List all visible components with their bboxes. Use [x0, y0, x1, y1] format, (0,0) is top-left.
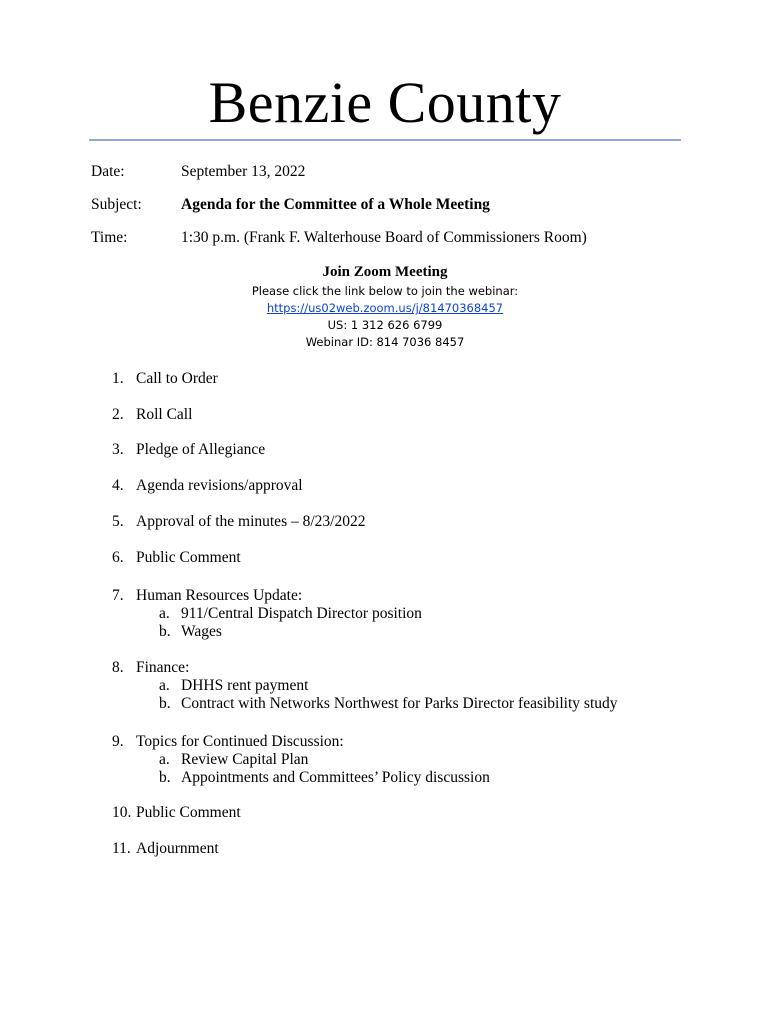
- agenda-subitem-text: Contract with Networks Northwest for Parks Director feasibility study: [181, 695, 618, 712]
- agenda-item-text: Pledge of Allegiance: [136, 441, 266, 458]
- agenda-item-text: Agenda revisions/approval: [136, 477, 303, 494]
- agenda-subitem: [159, 769, 490, 787]
- agenda-item: [112, 548, 241, 568]
- agenda-item-number: 2.: [112, 406, 124, 423]
- zoom-link[interactable]: https://us02web.zoom.us/j/81470368457: [266, 301, 504, 315]
- agenda-subitem-letter: b.: [159, 695, 171, 712]
- agenda-item-text: Call to Order: [136, 370, 218, 387]
- agenda-subitem-text: Appointments and Committees’ Policy discussion: [181, 769, 490, 786]
- agenda-subitem-letter: a.: [159, 677, 170, 694]
- subject-value: Agenda for the Committee of a Whole Meeting: [181, 196, 490, 213]
- agenda-item-text: Topics for Continued Discussion:: [136, 733, 344, 750]
- agenda-item-number: 7.: [112, 587, 124, 604]
- agenda-item-text: Roll Call: [136, 406, 193, 423]
- agenda-item: [112, 440, 265, 460]
- zoom-instruction: Please click the link below to join the webinar:: [251, 284, 519, 298]
- agenda-subitem-text: Wages: [181, 623, 222, 640]
- agenda-item: [112, 732, 344, 752]
- agenda-subitem-letter: b.: [159, 769, 171, 786]
- zoom-phone: US: 1 312 626 6799: [327, 318, 443, 332]
- agenda-item: [112, 405, 192, 425]
- agenda-item-text: Human Resources Update:: [136, 587, 303, 604]
- title-divider: [89, 139, 681, 141]
- agenda-subitem-letter: a.: [159, 605, 170, 622]
- zoom-webinar-id: Webinar ID: 814 7036 8457: [305, 335, 465, 349]
- agenda-item-number: 9.: [112, 733, 124, 750]
- agenda-item-number: 11.: [112, 840, 131, 857]
- agenda-subitem: [159, 695, 618, 713]
- agenda-item-number: 8.: [112, 659, 124, 676]
- agenda-item-text: Adjournment: [136, 840, 219, 857]
- agenda-item-number: 3.: [112, 441, 124, 458]
- agenda-item-number: 6.: [112, 549, 124, 566]
- zoom-heading: Join Zoom Meeting: [322, 264, 448, 280]
- agenda-item-text: Public Comment: [136, 549, 241, 566]
- agenda-subitem: [159, 623, 222, 641]
- agenda-item-text: Finance:: [136, 659, 190, 676]
- date-label: Date:: [91, 163, 125, 180]
- agenda-item-number: 4.: [112, 477, 124, 494]
- agenda-subitem-letter: b.: [159, 623, 171, 640]
- agenda-item: [112, 803, 241, 823]
- agenda-item-text: Approval of the minutes – 8/23/2022: [136, 513, 366, 530]
- time-value: 1:30 p.m. (Frank F. Walterhouse Board of Commissioners Room): [181, 229, 587, 246]
- agenda-item-number: 10.: [112, 804, 132, 821]
- agenda-item: [112, 658, 189, 678]
- agenda-subitem-text: DHHS rent payment: [181, 677, 309, 694]
- agenda-item: [112, 369, 218, 389]
- document-title: Benzie County: [208, 70, 562, 135]
- agenda-subitem: [159, 605, 422, 623]
- agenda-item-text: Public Comment: [136, 804, 241, 821]
- agenda-subitem: [159, 677, 308, 695]
- agenda-item: [112, 512, 365, 532]
- agenda-item: [112, 586, 302, 606]
- agenda-subitem-text: Review Capital Plan: [181, 751, 309, 768]
- agenda-item: [112, 476, 303, 496]
- agenda-subitem-letter: a.: [159, 751, 170, 768]
- agenda-item: [112, 839, 219, 859]
- agenda-subitem: [159, 751, 308, 769]
- subject-label: Subject:: [91, 196, 142, 213]
- time-label: Time:: [91, 229, 128, 246]
- agenda-item-number: 5.: [112, 513, 124, 530]
- zoom-link-row: [0, 300, 770, 316]
- agenda-subitem-text: 911/Central Dispatch Director position: [181, 605, 422, 622]
- agenda-item-number: 1.: [112, 370, 124, 387]
- date-value: September 13, 2022: [181, 163, 306, 180]
